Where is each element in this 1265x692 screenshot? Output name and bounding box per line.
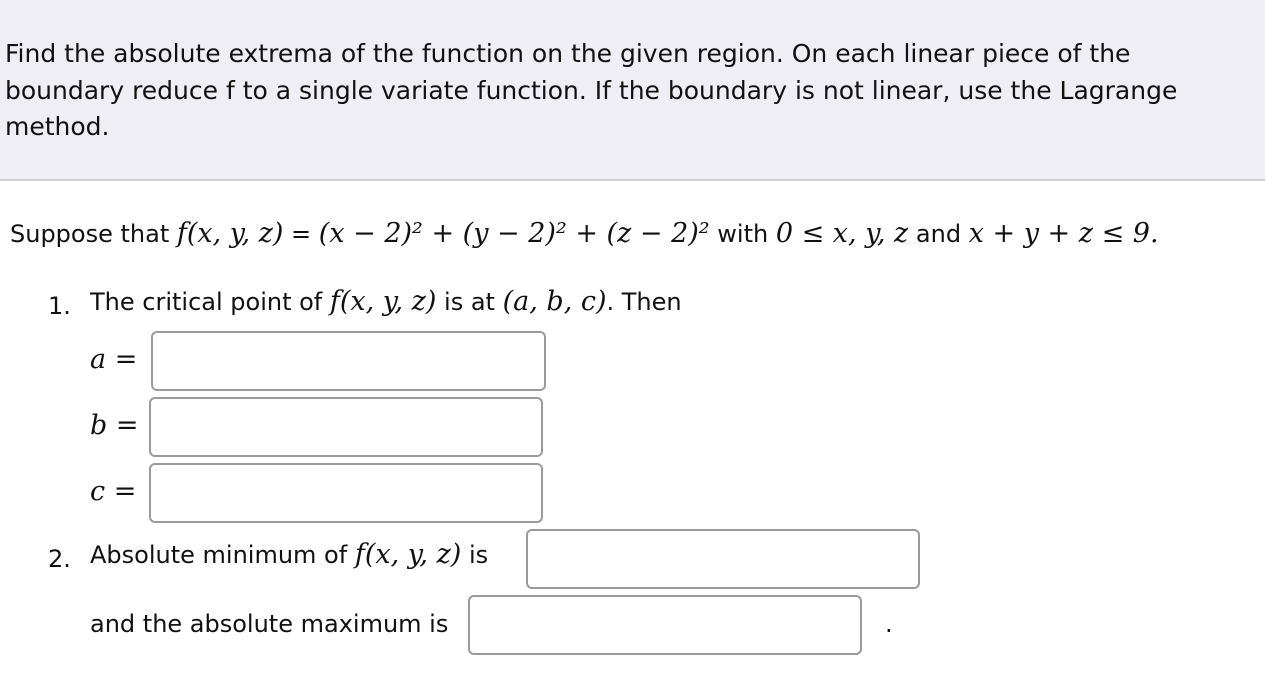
function-lhs: f(x, y, z)	[176, 218, 284, 249]
q1-point: (a, b, c)	[502, 286, 607, 317]
statement-lead: Suppose that	[10, 220, 170, 248]
label-a-eq: =	[114, 344, 138, 375]
constraint-nonnegative: 0 ≤ x, y, z	[775, 218, 909, 249]
q2-text-a: Absolute minimum of	[90, 541, 348, 569]
label-a-var: a	[90, 344, 107, 375]
answer-b-input[interactable]	[149, 397, 543, 457]
q1-text-c: . Then	[606, 288, 682, 316]
label-c-var: c	[90, 476, 106, 507]
q2-number: 2.	[48, 545, 71, 573]
statement-with: with	[717, 220, 769, 248]
label-c-eq: =	[113, 476, 137, 507]
q2-function: f(x, y, z)	[354, 539, 462, 570]
statement-and: and	[915, 220, 962, 248]
function-rhs: (x − 2)² + (y − 2)² + (z − 2)²	[318, 218, 710, 249]
q2-period: .	[885, 610, 893, 638]
q1-text-b: is at	[444, 288, 495, 316]
q1-function: f(x, y, z)	[329, 286, 437, 317]
q1-number: 1.	[48, 292, 71, 320]
problem-statement	[10, 218, 1159, 249]
label-b	[90, 410, 139, 441]
answer-a-input[interactable]	[151, 331, 546, 391]
equals-sign: =	[291, 220, 312, 248]
q1-text-a: The critical point of	[90, 288, 323, 316]
label-a	[90, 344, 137, 375]
q2-max-label: and the absolute maximum is	[90, 610, 449, 638]
absolute-minimum-input[interactable]	[526, 529, 920, 589]
q1-prompt	[90, 286, 682, 317]
instructions-panel	[0, 0, 1265, 181]
label-b-var: b	[90, 410, 108, 441]
q2-prompt	[90, 539, 488, 570]
instructions-text: Find the absolute extrema of the function on the given region. On each linear piece of the boundary reduce f to a single variate function. If the boundary is not linear, use the Lagrange method.	[5, 39, 1178, 141]
label-c	[90, 476, 136, 507]
absolute-maximum-input[interactable]	[468, 595, 862, 655]
constraint-sum: x + y + z ≤ 9.	[968, 218, 1159, 249]
label-b-eq: =	[115, 410, 139, 441]
q2-text-b: is	[468, 541, 489, 569]
answer-c-input[interactable]	[149, 463, 543, 523]
